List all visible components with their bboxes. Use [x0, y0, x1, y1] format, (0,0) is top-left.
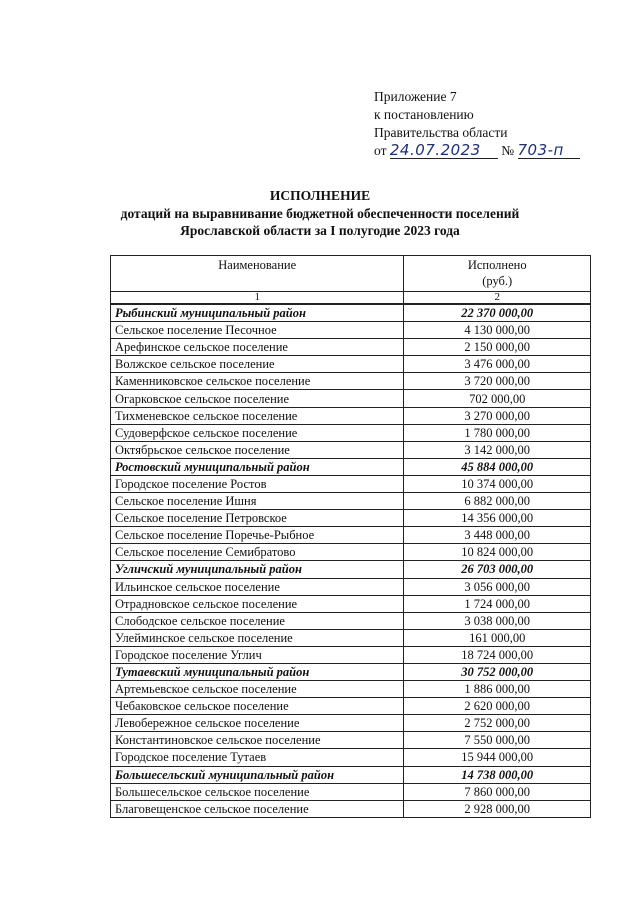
row-value: 3 270 000,00 [404, 407, 591, 424]
settlement-row [111, 629, 591, 646]
handwritten-number: 703-п [517, 141, 564, 159]
number-prefix: № [501, 143, 515, 158]
settlement-row [111, 424, 591, 441]
row-value: 3 720 000,00 [404, 373, 591, 390]
settlement-row [111, 373, 591, 390]
row-name: Тутаевский муниципальный район [111, 663, 404, 680]
row-value: 3 476 000,00 [404, 356, 591, 373]
row-value: 15 944 000,00 [404, 749, 591, 766]
row-value: 18 724 000,00 [404, 646, 591, 663]
row-name: Ростовский муниципальный район [111, 458, 404, 475]
settlement-row [111, 322, 591, 339]
district-row [111, 663, 591, 680]
district-row [111, 561, 591, 578]
row-name: Городское поселение Ростов [111, 475, 404, 492]
row-name: Судоверфское сельское поселение [111, 424, 404, 441]
row-name: Октябрьское сельское поселение [111, 441, 404, 458]
settlement-row [111, 646, 591, 663]
annex-title: Приложение 7 [374, 89, 457, 104]
table-body [111, 304, 591, 817]
row-name: Благовещенское сельское поселение [111, 800, 404, 817]
row-value: 3 448 000,00 [404, 527, 591, 544]
settlement-row [111, 612, 591, 629]
row-value: 2 620 000,00 [404, 698, 591, 715]
document-heading [0, 187, 640, 240]
row-value: 2 752 000,00 [404, 715, 591, 732]
row-value: 7 860 000,00 [404, 783, 591, 800]
district-row [111, 766, 591, 783]
row-value: 10 824 000,00 [404, 544, 591, 561]
column-number-1: 1 [111, 292, 404, 305]
settlement-row [111, 732, 591, 749]
row-value: 45 884 000,00 [404, 458, 591, 475]
header-executed-label: Исполнено [467, 258, 527, 272]
row-name: Большесельский муниципальный район [111, 766, 404, 783]
row-name: Каменниковское сельское поселение [111, 373, 404, 390]
header-executed [404, 256, 591, 292]
settlement-row [111, 510, 591, 527]
settlement-row [111, 800, 591, 817]
row-name: Арефинское сельское поселение [111, 339, 404, 356]
row-value: 4 130 000,00 [404, 322, 591, 339]
settlement-row [111, 407, 591, 424]
handwritten-date: 24.07.2023 [389, 141, 481, 159]
row-name: Чебаковское сельское поселение [111, 698, 404, 715]
row-value: 3 056 000,00 [404, 578, 591, 595]
row-name: Ильинское сельское поселение [111, 578, 404, 595]
row-value: 3 038 000,00 [404, 612, 591, 629]
settlement-row [111, 339, 591, 356]
row-value: 161 000,00 [404, 629, 591, 646]
column-number-2: 2 [404, 292, 591, 305]
settlement-row [111, 595, 591, 612]
row-value: 3 142 000,00 [404, 441, 591, 458]
settlement-row [111, 475, 591, 492]
row-name: Левобережное сельское поселение [111, 715, 404, 732]
row-name: Рыбинский муниципальный район [111, 304, 404, 322]
settlement-row [111, 578, 591, 595]
settlement-row [111, 681, 591, 698]
row-name: Сельское поселение Ишня [111, 493, 404, 510]
settlement-row [111, 356, 591, 373]
row-name: Сельское поселение Петровское [111, 510, 404, 527]
row-value: 7 550 000,00 [404, 732, 591, 749]
row-value: 1 724 000,00 [404, 595, 591, 612]
annex-ref: к постановлению [374, 107, 474, 122]
heading-title: ИСПОЛНЕНИЕ [269, 188, 371, 203]
row-name: Константиновское сельское поселение [111, 732, 404, 749]
header-name: Наименование [111, 256, 404, 292]
district-row [111, 304, 591, 322]
row-name: Большесельское сельское поселение [111, 783, 404, 800]
row-value: 26 703 000,00 [404, 561, 591, 578]
row-value: 6 882 000,00 [404, 493, 591, 510]
row-name: Слободское сельское поселение [111, 612, 404, 629]
settlement-row [111, 715, 591, 732]
row-value: 2 150 000,00 [404, 339, 591, 356]
annex-block [374, 88, 580, 160]
annex-authority: Правительства области [374, 125, 508, 140]
row-value: 702 000,00 [404, 390, 591, 407]
settlement-row [111, 783, 591, 800]
settlement-row [111, 749, 591, 766]
row-name: Отрадновское сельское поселение [111, 595, 404, 612]
heading-subtitle: дотаций на выравнивание бюджетной обеспеченности поселений [120, 205, 520, 221]
settlement-row [111, 441, 591, 458]
row-name: Артемьевское сельское поселение [111, 681, 404, 698]
row-name: Сельское поселение Поречье-Рыбное [111, 527, 404, 544]
settlement-row [111, 390, 591, 407]
settlement-row [111, 527, 591, 544]
date-prefix: от [374, 143, 387, 158]
heading-period: Ярославской области за I полугодие 2023 года [180, 223, 460, 238]
settlement-row [111, 493, 591, 510]
row-name: Городское поселение Тутаев [111, 749, 404, 766]
row-value: 10 374 000,00 [404, 475, 591, 492]
row-name: Сельское поселение Песочное [111, 322, 404, 339]
row-value: 14 356 000,00 [404, 510, 591, 527]
row-value: 22 370 000,00 [404, 304, 591, 322]
row-value: 30 752 000,00 [404, 663, 591, 680]
row-value: 1 886 000,00 [404, 681, 591, 698]
annex-date-line [374, 142, 580, 160]
row-name: Угличский муниципальный район [111, 561, 404, 578]
row-value: 1 780 000,00 [404, 424, 591, 441]
row-name: Сельское поселение Семибратово [111, 544, 404, 561]
row-name: Тихменевское сельское поселение [111, 407, 404, 424]
row-name: Улейминское сельское поселение [111, 629, 404, 646]
row-name: Огарковское сельское поселение [111, 390, 404, 407]
row-name: Волжское сельское поселение [111, 356, 404, 373]
execution-table [110, 255, 591, 818]
row-name: Городское поселение Углич [111, 646, 404, 663]
settlement-row [111, 544, 591, 561]
district-row [111, 458, 591, 475]
settlement-row [111, 698, 591, 715]
header-executed-unit: (руб.) [482, 274, 513, 288]
row-value: 14 738 000,00 [404, 766, 591, 783]
row-value: 2 928 000,00 [404, 800, 591, 817]
